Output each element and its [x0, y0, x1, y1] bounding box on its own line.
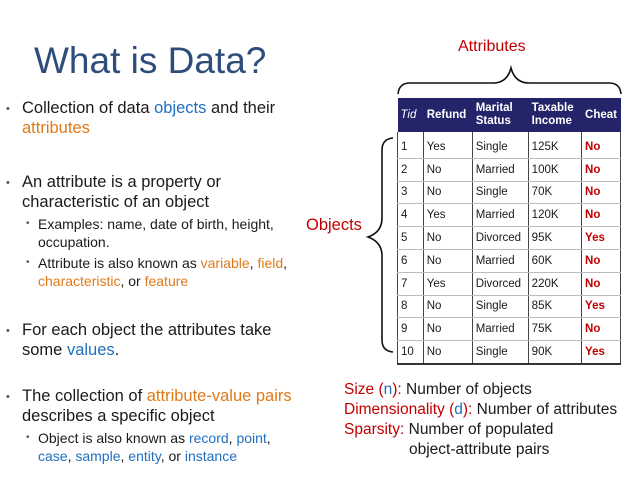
- table-row: [398, 227, 621, 250]
- cell-cheat: Yes: [582, 227, 621, 250]
- cell-refund: No: [423, 181, 472, 204]
- term-characteristic: characteristic: [38, 273, 121, 289]
- cell-cheat: No: [582, 181, 621, 204]
- text: ,: [283, 255, 288, 271]
- term: Dimensionality (: [344, 401, 455, 418]
- table-row: [398, 249, 621, 272]
- cell-tid: 3: [398, 181, 424, 204]
- cell-taxable-income: 100K: [528, 158, 581, 181]
- cell-refund: No: [423, 227, 472, 250]
- cell-tid: 6: [398, 249, 424, 272]
- text: ,: [120, 448, 129, 464]
- term-entity: entity: [128, 448, 161, 464]
- term: Size (: [344, 381, 384, 398]
- cell-tid: 8: [398, 295, 424, 318]
- cell-marital-status: Single: [472, 181, 528, 204]
- desc: Number of populated: [404, 421, 554, 438]
- definition-dimensionality: [344, 400, 634, 420]
- text: .: [114, 341, 120, 359]
- cell-taxable-income: 70K: [528, 181, 581, 204]
- term-sample: sample: [75, 448, 121, 464]
- cell-refund: No: [423, 318, 472, 341]
- cell-refund: No: [423, 341, 472, 364]
- cell-tid: 5: [398, 227, 424, 250]
- cell-cheat: Yes: [582, 341, 621, 364]
- text: ,: [67, 448, 76, 464]
- text: The collection of: [22, 387, 147, 405]
- term-var: d: [454, 401, 463, 418]
- col-header-marital-status: Marital Status: [472, 98, 528, 132]
- table-row: [398, 181, 621, 204]
- objects-label: Objects: [306, 216, 362, 234]
- term-attribute-value-pairs: attribute-value pairs: [146, 387, 292, 405]
- col-header-cheat: Cheat: [582, 98, 621, 132]
- attributes-label: Attributes: [458, 38, 526, 55]
- cell-taxable-income: 220K: [528, 272, 581, 295]
- cell-marital-status: Married: [472, 249, 528, 272]
- cell-cheat: No: [582, 272, 621, 295]
- cell-taxable-income: 120K: [528, 204, 581, 227]
- cell-tid: 4: [398, 204, 424, 227]
- cell-cheat: Yes: [582, 295, 621, 318]
- term: Sparsity:: [344, 421, 405, 438]
- definition-sparsity-cont: [344, 440, 634, 460]
- term-point: point: [236, 430, 267, 446]
- term-case: case: [38, 448, 68, 464]
- cell-taxable-income: 95K: [528, 227, 581, 250]
- cell-cheat: No: [582, 132, 621, 158]
- cell-marital-status: Single: [472, 341, 528, 364]
- text: Object is also known as: [38, 430, 189, 446]
- cell-refund: No: [423, 295, 472, 318]
- cell-refund: Yes: [423, 132, 472, 158]
- text: and their: [206, 99, 276, 117]
- term-attributes: attributes: [22, 119, 90, 137]
- cell-marital-status: Single: [472, 295, 528, 318]
- text: ,: [228, 430, 237, 446]
- table-row: [398, 158, 621, 181]
- term-variable: variable: [200, 255, 250, 271]
- cell-marital-status: Married: [472, 204, 528, 227]
- cell-marital-status: Married: [472, 318, 528, 341]
- cell-marital-status: Married: [472, 158, 528, 181]
- cell-refund: Yes: [423, 204, 472, 227]
- term-close: ):: [462, 401, 473, 418]
- text: Attribute is also known as: [38, 255, 201, 271]
- cell-refund: No: [423, 158, 472, 181]
- term-var: n: [383, 381, 393, 398]
- definition-size: [344, 380, 634, 400]
- cell-tid: 2: [398, 158, 424, 181]
- cell-taxable-income: 60K: [528, 249, 581, 272]
- cell-tid: 10: [398, 341, 424, 364]
- cell-tid: 1: [398, 132, 424, 158]
- definition-sparsity: [344, 420, 634, 440]
- term-field: field: [257, 255, 284, 271]
- text: ,: [249, 255, 258, 271]
- desc: object-attribute pairs: [409, 441, 550, 458]
- slide-title: What is Data?: [34, 40, 267, 81]
- text: ,: [266, 430, 271, 446]
- text: An attribute is a property or characteristic of an object: [22, 173, 222, 211]
- desc: Number of attributes: [472, 401, 618, 418]
- cell-refund: No: [423, 249, 472, 272]
- table-row: [398, 341, 621, 364]
- cell-taxable-income: 90K: [528, 341, 581, 364]
- term-instance: instance: [184, 448, 237, 464]
- cell-taxable-income: 75K: [528, 318, 581, 341]
- cell-cheat: No: [582, 318, 621, 341]
- cell-cheat: No: [582, 204, 621, 227]
- col-header-taxable-income: Taxable Income: [528, 98, 581, 132]
- term-values: values: [66, 341, 115, 359]
- term-objects: objects: [154, 99, 207, 117]
- term-record: record: [188, 430, 229, 446]
- col-header-refund: Refund: [423, 98, 472, 132]
- cell-marital-status: Divorced: [472, 227, 528, 250]
- definitions: [344, 380, 634, 460]
- cell-refund: Yes: [423, 272, 472, 295]
- table-row: [398, 318, 621, 341]
- cell-tid: 9: [398, 318, 424, 341]
- text: describes a specific object: [22, 407, 215, 425]
- text: Examples: name, date of birth, height, occupation.: [38, 216, 274, 250]
- text: , or: [160, 448, 185, 464]
- cell-cheat: No: [582, 249, 621, 272]
- text: Collection of data: [22, 99, 155, 117]
- cell-cheat: No: [582, 158, 621, 181]
- cell-marital-status: Divorced: [472, 272, 528, 295]
- cell-marital-status: Single: [472, 132, 528, 158]
- cell-taxable-income: 125K: [528, 132, 581, 158]
- text: For each object the attributes take some: [22, 321, 272, 359]
- table-row: [398, 295, 621, 318]
- table-header-row: [398, 98, 621, 132]
- term-close: ):: [392, 381, 402, 398]
- table-row: [398, 204, 621, 227]
- data-table: [397, 98, 621, 365]
- col-header-tid: Tid: [398, 98, 424, 132]
- cell-taxable-income: 85K: [528, 295, 581, 318]
- term-feature: feature: [144, 273, 189, 289]
- desc: Number of objects: [401, 381, 532, 398]
- cell-tid: 7: [398, 272, 424, 295]
- table-row: [398, 272, 621, 295]
- text: , or: [120, 273, 145, 289]
- table-row: [398, 132, 621, 158]
